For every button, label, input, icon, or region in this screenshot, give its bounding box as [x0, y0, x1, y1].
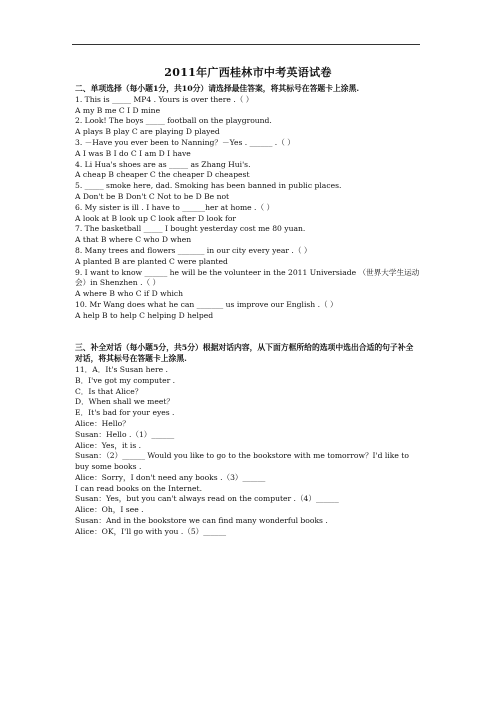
choice-line: C．Is that Alice？: [75, 386, 143, 396]
options-line: A that B where C who D when: [75, 235, 192, 245]
header-rule: [72, 44, 420, 45]
section-2-heading: 三、补全对话（每小题5分，共5分）根据对话内容，从下面方框所给的选项中选出合适的句子补全对话，将其标号在答题卡上涂黑.: [75, 343, 414, 364]
dialogue-line: Susan：Hello .（1）______: [75, 429, 175, 439]
options-line: A look at B look up C look after D look for: [75, 213, 237, 223]
question-line: 5. _____ smoke here, dad. Smoking has been banned in public places.: [75, 181, 342, 191]
choice-line: 11．A．It's Susan here .: [75, 364, 168, 374]
options-line: A planted B are planted C were planted: [75, 256, 228, 266]
options-line: A plays B play C are playing D played: [75, 127, 220, 137]
question-line: 4. Li Hua's shoes are as _____ as Zhang Hui's.: [75, 159, 251, 169]
section-2-dialogue: [75, 365, 420, 538]
question-line: 10. Mr Wang does what he can _______ us improve our English .（ ）: [75, 299, 338, 309]
options-line: A Don't be B Don't C Not to be D Be not: [75, 191, 230, 201]
question-line: 1. This is _____ MP4 . Yours is over there .（ ）: [75, 94, 254, 104]
dialogue-line: Alice：OK，I'll go with you .（5）______: [75, 526, 227, 536]
options-line: A cheap B cheaper C the cheaper D cheapest: [75, 170, 250, 180]
options-line: A I was B I do C I am D I have: [75, 148, 191, 158]
options-line: A my B me C I D mine: [75, 105, 161, 115]
dialogue-line: Susan：Yes，but you can't always read on the computer .（4）______: [75, 494, 339, 504]
question-line: 8. Many trees and flowers _______ in our city every year .（ ）: [75, 245, 312, 255]
question-line: 7. The basketball _____ I bought yesterday cost me 80 yuan.: [75, 224, 306, 234]
options-line: A where B who C if D which: [75, 289, 184, 299]
question-line: 9. I want to know ______ he will be the volunteer in the 2011 Universiade （世界大学生运动会）in Shenzhen .（ ）: [75, 267, 420, 288]
dialogue-line: Susan：And in the bookstore we can find many wonderful books .: [75, 516, 328, 526]
question-line: 2. Look! The boys _____ football on the playground.: [75, 116, 272, 126]
dialogue-line: I can read books on the Internet.: [75, 483, 202, 493]
choice-line: D．When shall we meet？: [75, 397, 175, 407]
section-1-heading: 二、单项选择（每小题1分，共10分）请选择最佳答案，将其标号在答题卡上涂黑.: [75, 84, 360, 93]
question-line: 6. My sister is ill . I have to ______her at home .（ ）: [75, 202, 275, 212]
exam-title: 2011年广西桂林市中考英语试卷: [164, 66, 332, 79]
choice-line: E．It's bad for your eyes .: [75, 408, 175, 418]
dialogue-line: Susan：（2）______ Would you like to go to the bookstore with me tomorrow？I'd like to buy some books .: [75, 451, 409, 472]
question-line: 3. －Have you ever been to Nanning？－Yes . ______ .（ ）: [75, 137, 295, 147]
dialogue-line: Alice：Yes，it is .: [75, 440, 142, 450]
options-line: A help B to help C helping D helped: [75, 310, 214, 320]
section-1-questions: [75, 95, 420, 322]
dialogue-line: Alice：Sorry，I don't need any books .（3）______: [75, 472, 266, 482]
choice-line: B．I've got my computer .: [75, 375, 176, 385]
dialogue-line: Alice：Oh，I see .: [75, 505, 144, 515]
dialogue-line: Alice：Hello？: [75, 418, 130, 428]
exam-content: [75, 84, 420, 538]
